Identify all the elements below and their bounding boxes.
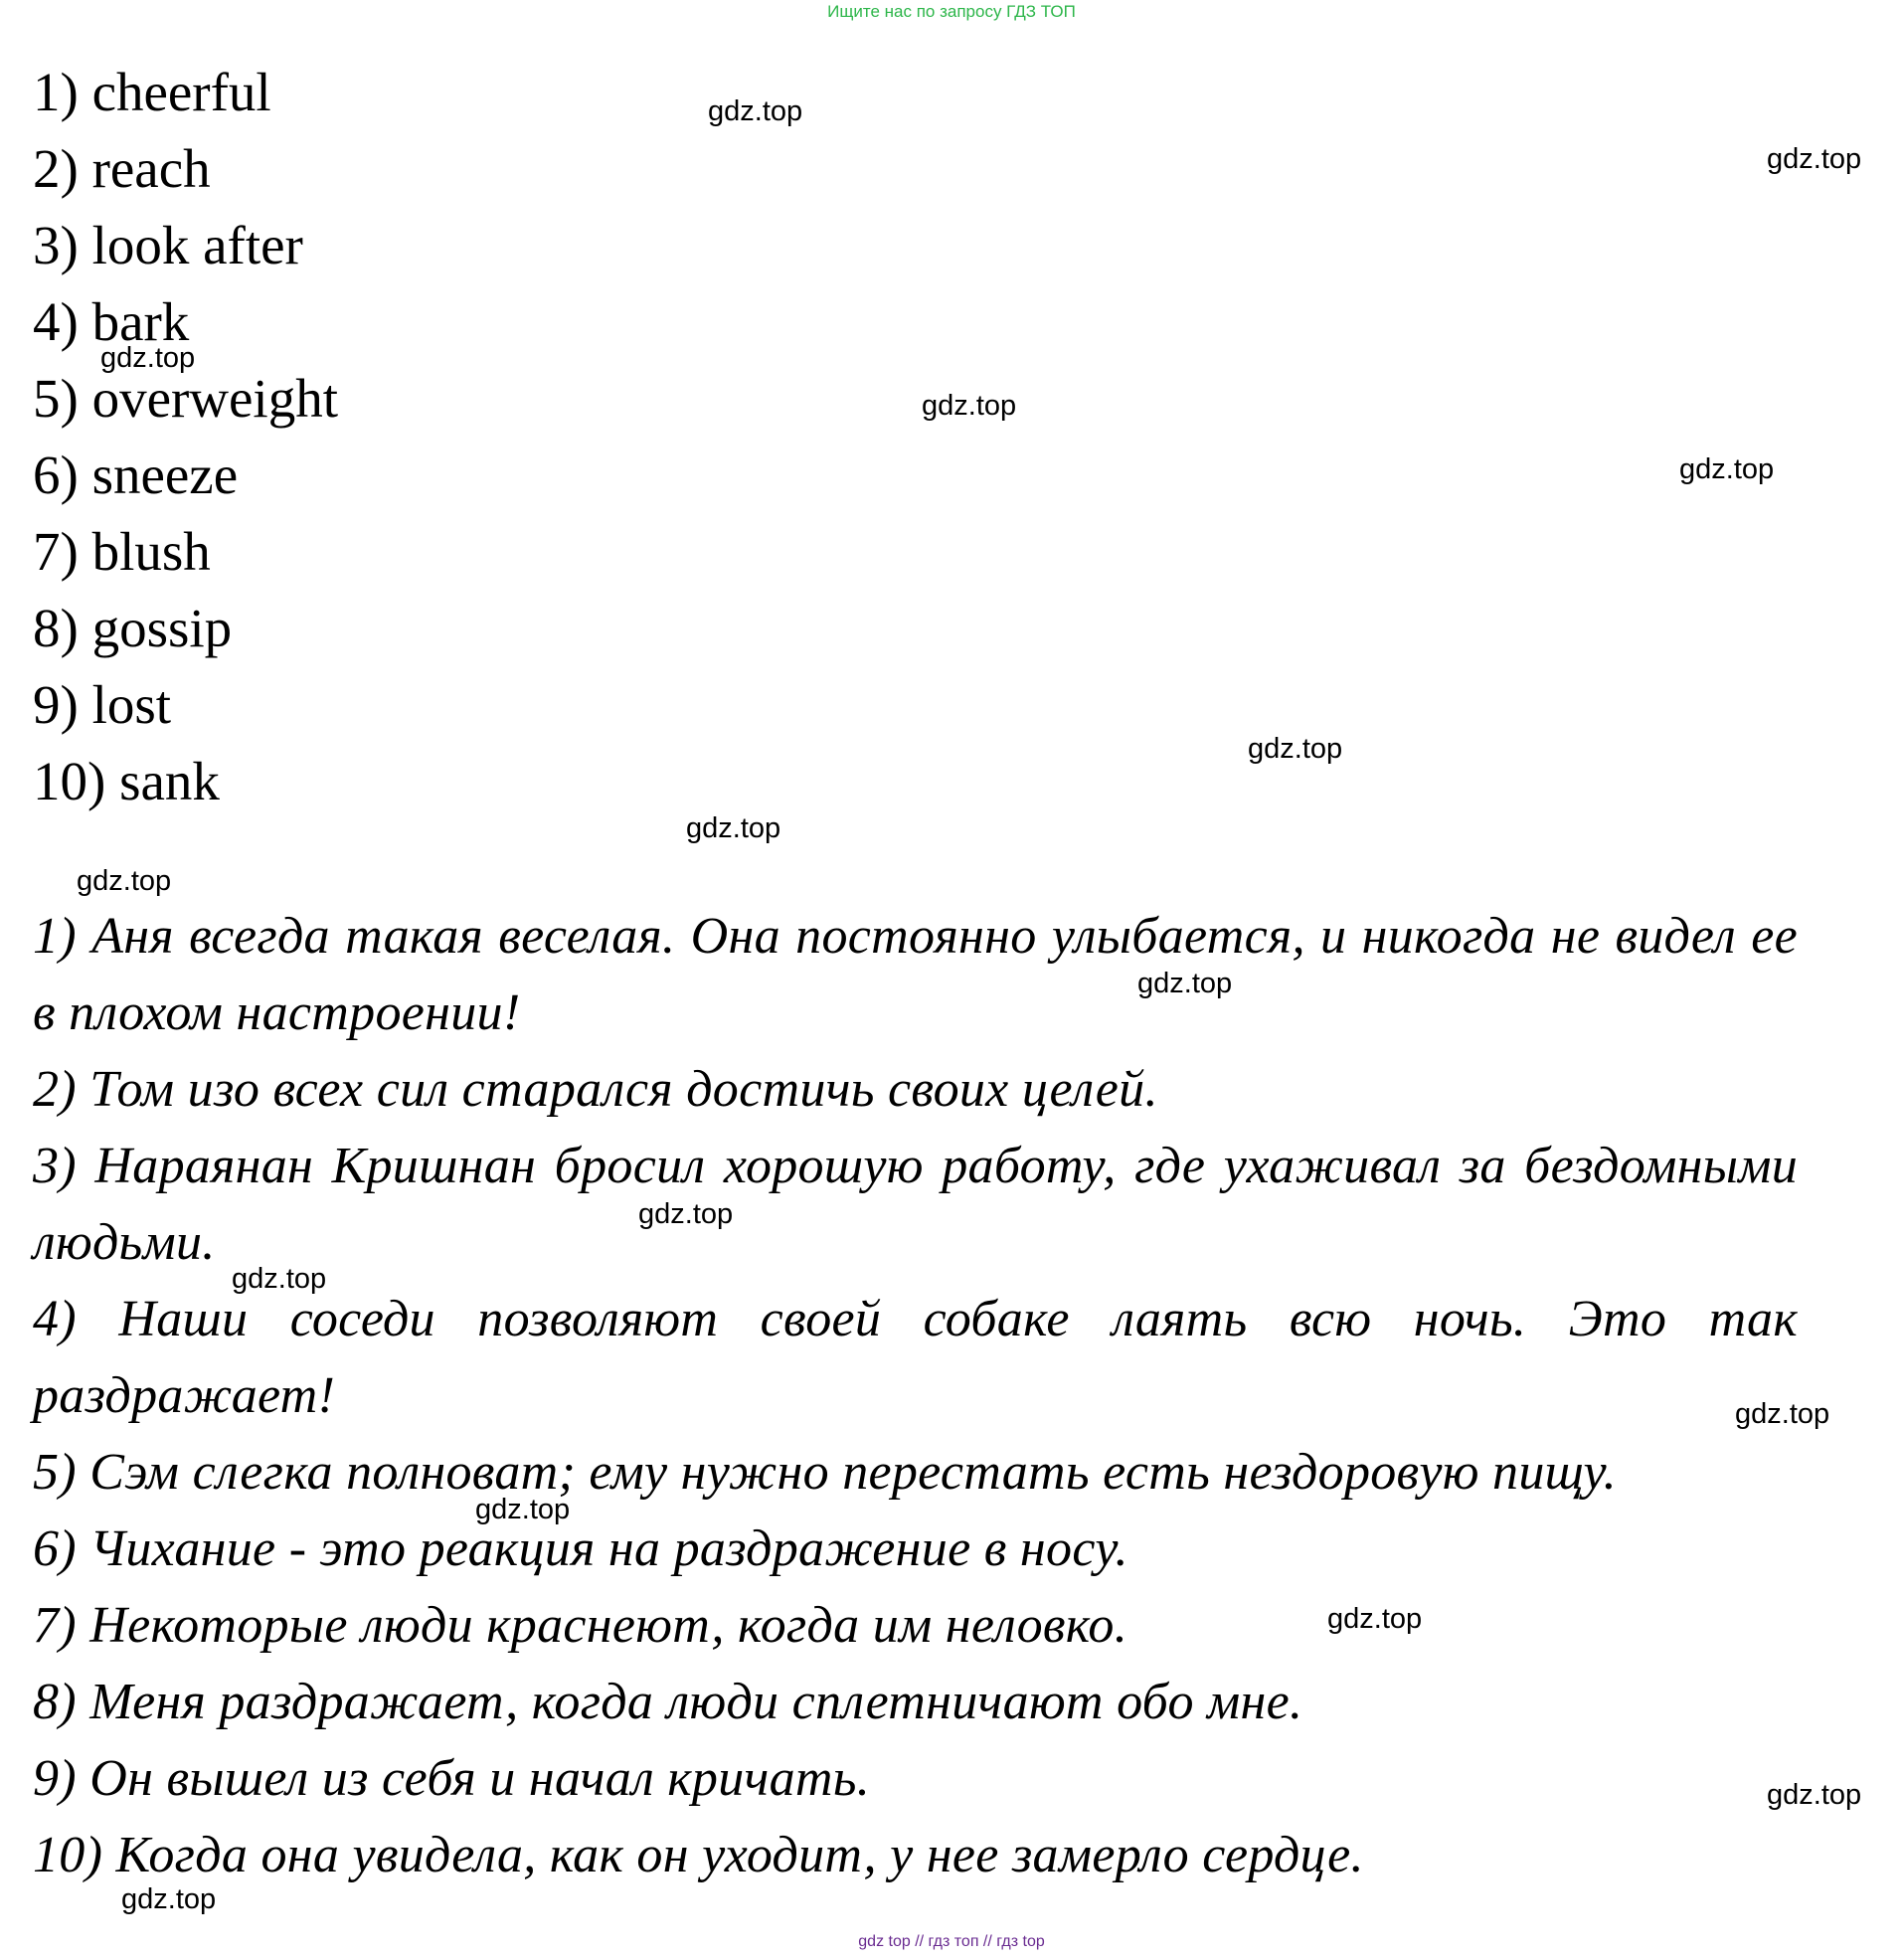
watermark: gdz.top bbox=[475, 1494, 571, 1525]
english-answer-2: 2) reach bbox=[33, 138, 211, 199]
english-answer-9: 9) lost bbox=[33, 674, 172, 735]
watermark: gdz.top bbox=[232, 1263, 327, 1295]
english-answer-5: 5) overweight bbox=[33, 368, 338, 429]
header-note: Ищите нас по запросу ГДЗ ТОП bbox=[827, 2, 1076, 21]
watermark: gdz.top bbox=[638, 1198, 734, 1230]
russian-translation-6: 6) Чихание - это реакция на раздражение в носу. bbox=[33, 1520, 1128, 1577]
watermark: gdz.top bbox=[1735, 1398, 1830, 1430]
russian-translation-10: 10) Когда она увидела, как он уходит, у нее замерло сердце. bbox=[33, 1827, 1364, 1883]
watermark: gdz.top bbox=[1248, 733, 1343, 765]
russian-translation-3: 3) Нараянан Кришнан бросил хорошую работу, где ухаживал за бездомными людьми. bbox=[33, 1138, 1798, 1271]
english-answer-10: 10) sank bbox=[33, 751, 220, 811]
russian-translations-list bbox=[33, 898, 1798, 1893]
russian-translation-7: 7) Некоторые люди краснеют, когда им неловко. bbox=[33, 1597, 1128, 1654]
russian-translation-1: 1) Аня всегда такая веселая. Она постоянно улыбается, и никогда не видел ее в плохом настроении! bbox=[33, 908, 1798, 1041]
watermark: gdz.top bbox=[686, 812, 781, 844]
russian-translation-4: 4) Наши соседи позволяют своей собаке лаять всю ночь. Это так раздражает! bbox=[33, 1291, 1798, 1424]
watermark: gdz.top bbox=[1327, 1603, 1423, 1635]
watermark: gdz.top bbox=[1767, 143, 1862, 175]
watermark: gdz.top bbox=[100, 342, 196, 374]
english-answer-6: 6) sneeze bbox=[33, 445, 239, 505]
english-answer-7: 7) blush bbox=[33, 521, 211, 582]
watermark: gdz.top bbox=[121, 1883, 217, 1915]
watermark: gdz.top bbox=[77, 865, 172, 897]
watermark: gdz.top bbox=[1767, 1779, 1862, 1811]
english-answers-list bbox=[33, 54, 338, 819]
russian-translation-8: 8) Меня раздражает, когда люди сплетничают обо мне. bbox=[33, 1674, 1303, 1730]
russian-translation-9: 9) Он вышел из себя и начал кричать. bbox=[33, 1750, 871, 1807]
footer-note: gdz top // гдз топ // гдз top bbox=[858, 1933, 1045, 1950]
english-answer-8: 8) gossip bbox=[33, 598, 233, 658]
russian-translation-5: 5) Сэм слегка полноват; ему нужно перестать есть нездоровую пищу. bbox=[33, 1444, 1617, 1501]
english-answer-3: 3) look after bbox=[33, 215, 303, 275]
watermark: gdz.top bbox=[922, 390, 1017, 422]
english-answer-1: 1) cheerful bbox=[33, 62, 271, 122]
russian-translation-2: 2) Том изо всех сил старался достичь своих целей. bbox=[33, 1061, 1158, 1118]
english-answer-4: 4) bark bbox=[33, 291, 190, 352]
watermark: gdz.top bbox=[1679, 453, 1775, 485]
watermark: gdz.top bbox=[708, 95, 803, 127]
watermark: gdz.top bbox=[1137, 968, 1233, 999]
